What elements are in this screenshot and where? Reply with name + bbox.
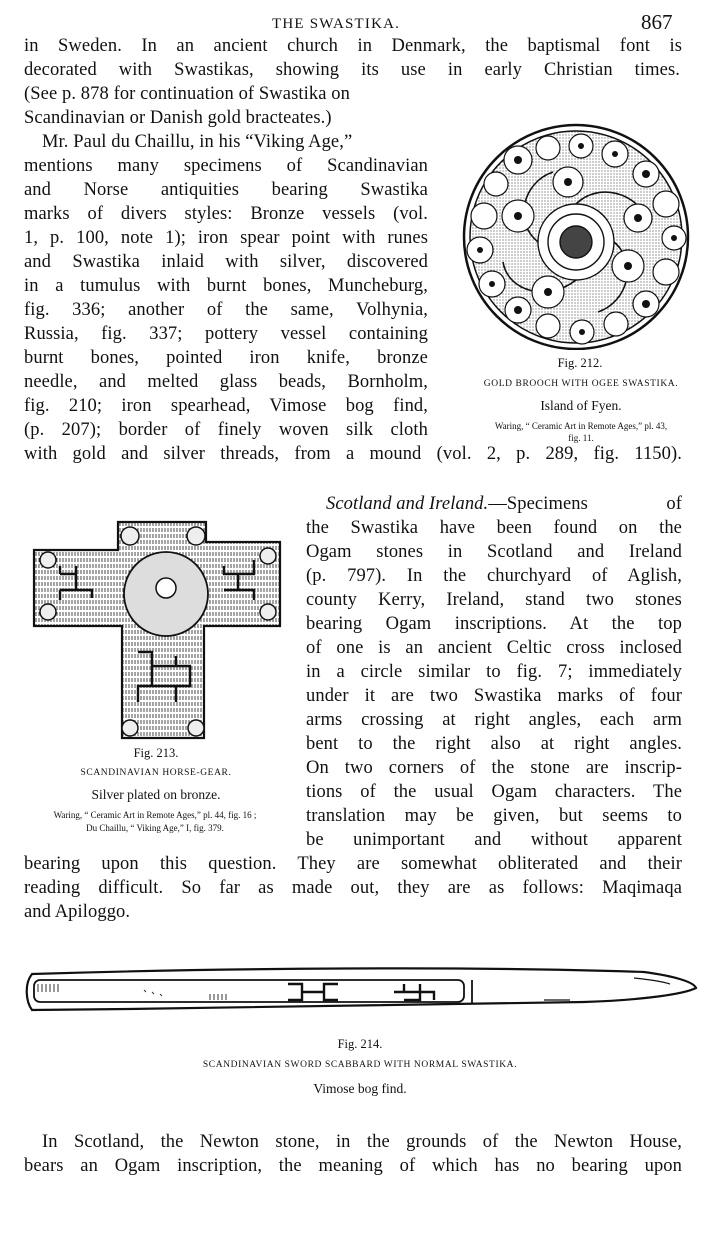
text-line: county Kerry, Ireland, stand two stones <box>306 590 682 610</box>
text-line: translation may be given, but seems to <box>306 806 682 826</box>
section-heading: Scotland and Ireland. <box>326 494 489 514</box>
text-line: be unimportant and without apparent <box>306 830 682 850</box>
text-line: in Sweden. In an ancient church in Denmark, the baptismal font is <box>24 36 682 56</box>
text-line: On two corners of the stone are inscrip- <box>306 758 682 778</box>
figure-source: Du Chaillu, “ Viking Age,” I, fig. 379. <box>86 823 224 833</box>
text-line: under it are two Swastika marks of four <box>306 686 682 706</box>
text-line: bearing upon this question. They are somewhat obliterated and their <box>24 854 682 874</box>
figure-label: Fig. 212. <box>557 356 603 370</box>
text-line: (See p. 878 for continuation of Swastika on <box>24 84 350 104</box>
figure-source: Waring, “ Ceramic Art in Remote Ages,” pl. 44, fig. 16 ; <box>53 810 257 820</box>
figure-title: SCANDINAVIAN SWORD SCABBARD WITH NORMAL SWASTIKA. <box>202 1060 518 1070</box>
text-line: Mr. Paul du Chaillu, in his “Viking Age,” <box>42 132 353 152</box>
text-line: arms crossing at right angles, each arm <box>306 710 682 730</box>
text-line: and Swastika inlaid with silver, discovered <box>24 252 428 272</box>
text-line: and Apiloggo. <box>24 902 131 922</box>
text-line: of one is an ancient Celtic cross inclosed <box>306 638 682 658</box>
text-line: with gold and silver threads, from a mound (vol. 2, p. 289, fig. 1150). <box>24 444 682 464</box>
figure-source: Waring, “ Ceramic Art in Remote Ages,” pl. 43, <box>494 421 668 431</box>
text-line: (p. 797). In the churchyard of Aglish, <box>306 566 682 586</box>
text-line: bears an Ogam inscription, the meaning of which has no bearing upon <box>24 1156 682 1176</box>
text-line: marks of divers styles: Bronze vessels (vol. <box>24 204 428 224</box>
text-line: decorated with Swastikas, showing its use in early Christian times. <box>24 60 680 80</box>
text-line: 1, p. 100, note 1); iron spear point with runes <box>24 228 428 248</box>
text-line: needle, and melted glass beads, Bornholm, <box>24 372 428 392</box>
text-line: fig. 210; iron spearhead, Vimose bog find, <box>24 396 428 416</box>
text-line: burnt bones, pointed iron knife, bronze <box>24 348 428 368</box>
figure-label: Fig. 214. <box>337 1037 383 1051</box>
running-title: THE SWASTIKA. <box>272 16 401 32</box>
horse-gear-drawing <box>26 516 288 742</box>
figure-subtitle: Silver plated on bronze. <box>91 787 221 802</box>
page-number: 867 <box>641 10 673 34</box>
figure-source: fig. 11. <box>568 433 594 443</box>
scabbard-drawing <box>24 962 700 1012</box>
figure-title: GOLD BROOCH WITH OGEE SWASTIKA. <box>483 379 679 389</box>
figure-label: Fig. 213. <box>133 746 179 760</box>
text-line: In Scotland, the Newton stone, in the grounds of the Newton House, <box>42 1132 682 1152</box>
text-line: bearing Ogam inscriptions. At the top <box>306 614 682 634</box>
text-line: and Norse antiquities bearing Swastika <box>24 180 428 200</box>
horse-gear-illustration <box>26 516 288 742</box>
text-line: tions of the usual Ogam characters. The <box>306 782 682 802</box>
text-line: (p. 207); border of finely woven silk cloth <box>24 420 428 440</box>
text-fragment: —Specimens of <box>488 494 682 514</box>
text-line: the Swastika have been found on the <box>306 518 682 538</box>
text-line: fig. 336; another of the same, Volhynia, <box>24 300 428 320</box>
text-line: Scandinavian or Danish gold bracteates.) <box>24 108 332 128</box>
text-line: reading difficult. So far as made out, they are as follows: Maqimaqa <box>24 878 682 898</box>
figure-subtitle: Island of Fyen. <box>540 398 622 413</box>
text-line: bent to the right also at right angles. <box>306 734 682 754</box>
brooch-drawing <box>448 122 704 350</box>
figure-subtitle: Vimose bog find. <box>313 1081 407 1096</box>
sword-scabbard-illustration <box>24 962 700 1012</box>
figure-title: SCANDINAVIAN HORSE-GEAR. <box>80 768 232 778</box>
text-line <box>326 492 682 516</box>
text-line: in a circle similar to fig. 7; immediately <box>306 662 682 682</box>
text-line: mentions many specimens of Scandinavian <box>24 156 428 176</box>
text-line: Ogam stones in Scotland and Ireland <box>306 542 682 562</box>
gold-brooch-illustration <box>448 122 704 350</box>
text-line: Russia, fig. 337; pottery vessel containing <box>24 324 428 344</box>
text-line: in a tumulus with burnt bones, Muncheburg, <box>24 276 428 296</box>
